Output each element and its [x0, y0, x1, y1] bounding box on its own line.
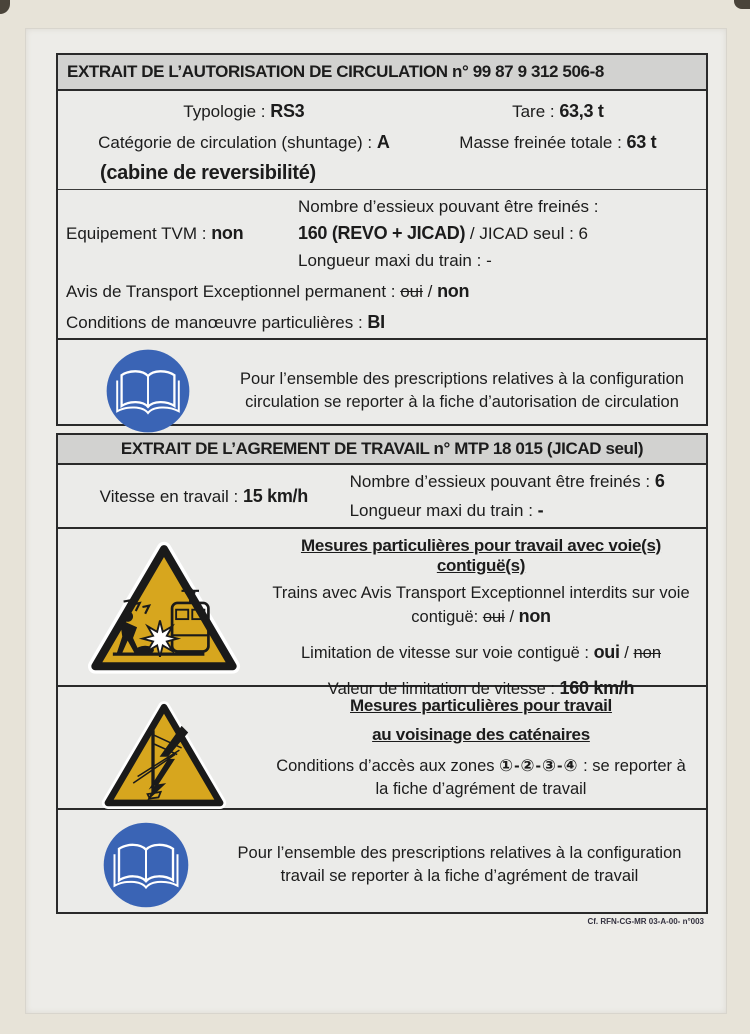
manoeuvre-field — [58, 307, 706, 338]
book-icon-col — [58, 347, 238, 435]
avis-transport-field — [58, 276, 706, 307]
tvm-essieux-area — [58, 190, 706, 276]
masse-freinee-field — [420, 127, 696, 158]
tare-label: Tare : — [512, 102, 555, 121]
manoeuvre-label: Conditions de manœuvre particulières : — [66, 313, 363, 332]
voie-contigue-title: Mesures particulières pour travail avec voie(s) contiguë(s) — [300, 536, 662, 575]
vitesse-field — [58, 465, 350, 527]
agrement-section — [56, 433, 708, 914]
categorie-field — [68, 127, 420, 158]
avis-label: Avis de Transport Exceptionnel permanent : — [66, 282, 396, 301]
placard-sheet — [25, 28, 727, 1014]
worker-near-track-warning-icon — [83, 537, 245, 677]
photo-corner-artifact — [0, 0, 10, 14]
row-typologie-tare — [68, 96, 696, 127]
typologie-field — [68, 96, 420, 127]
row-categorie-masse — [68, 127, 696, 158]
zones-circled-numbers: ①-②-③-④ — [499, 757, 579, 775]
valeur-limitation-label: Valeur de limitation de vitesse : — [327, 680, 555, 698]
agrement-title: EXTRAIT DE L’AGREMENT DE TRAVAIL n° MTP 18 015 (JICAD seul) — [58, 435, 706, 465]
valeur-limitation-value: 160 km/h — [559, 678, 635, 698]
book-icon — [101, 820, 191, 910]
essieux-travail-label: Nombre d’essieux pouvant être freinés : — [349, 472, 651, 491]
essieux-travail-value: 6 — [654, 471, 665, 491]
manoeuvre-value: BI — [367, 312, 385, 332]
vitesse-essieux-row — [58, 465, 706, 527]
document-reference: Cf. RFN-CG-MR 03-A-00- n°003 — [587, 917, 704, 926]
longueur-travail-value: - — [537, 500, 544, 520]
vitesse-label: Vitesse en travail : — [99, 486, 239, 506]
essieux-value-line — [298, 220, 698, 247]
tvm-value: non — [211, 223, 244, 243]
ate-non-value: non — [518, 606, 551, 626]
travail-book-note: Pour l’ensemble des prescriptions relatives à la configuration travail se reporter à la fiche d’agrément de travail — [237, 843, 682, 885]
limitation-non-struck: non — [633, 644, 661, 662]
electric-warning-col — [58, 687, 270, 808]
essieux-value-bold: 160 (REVO + JICAD) — [298, 223, 466, 243]
circulation-book-note: Pour l’ensemble des prescriptions relatives à la configuration circulation se reporter à la fiche d’autorisation de circulation — [240, 369, 684, 411]
longueur-field — [298, 247, 698, 274]
zones-access-line — [270, 755, 692, 801]
limitation-oui-value: oui — [593, 642, 620, 662]
authorization-key-values — [58, 91, 706, 189]
essieux-value-rest: / JICAD seul : 6 — [469, 224, 588, 243]
ate-contigue-label: contiguë: — [411, 608, 479, 626]
masse-freinee-label: Masse freinée totale : — [459, 133, 622, 152]
longueur-travail-label: Longueur maxi du train : — [349, 501, 533, 520]
ate-interdits-line2 — [270, 605, 692, 629]
book-icon-col — [58, 820, 233, 910]
longueur-value: - — [486, 251, 492, 270]
catenaires-title-line2: au voisinage des caténaires — [372, 725, 590, 744]
categorie-label: Catégorie de circulation (shuntage) : — [98, 133, 373, 152]
tvm-label: Equipement TVM : — [66, 224, 207, 243]
longueur-label: Longueur maxi du train : — [298, 251, 482, 270]
tvm-field — [66, 193, 298, 274]
catenaires-section — [58, 685, 706, 808]
tare-value: 63,3 t — [559, 101, 604, 121]
avis-separator: / — [427, 282, 433, 301]
essieux-label: Nombre d’essieux pouvant être freinés : — [298, 197, 599, 216]
vitesse-value: 15 km/h — [242, 485, 308, 506]
cabine-reversibilite-note: (cabine de reversibilité) — [100, 162, 316, 184]
authorization-title: EXTRAIT DE L’AUTORISATION DE CIRCULATION n° 99 87 9 312 506-8 — [58, 55, 706, 91]
ate-oui-struck: oui — [482, 608, 505, 626]
voie-contigue-section — [58, 527, 706, 698]
avis-oui-struck: oui — [400, 282, 423, 301]
worker-warning-col — [58, 529, 270, 685]
photo-corner-artifact — [734, 0, 750, 9]
limitation-label: Limitation de vitesse sur voie contiguë : — [301, 644, 589, 662]
authorization-section — [56, 53, 708, 426]
travail-book-note-row — [58, 808, 706, 919]
zones-prefix: Conditions d’accès aux zones — [276, 757, 495, 775]
limitation-line — [270, 641, 692, 665]
voie-contigue-content — [270, 529, 706, 698]
ate-separator: / — [509, 608, 515, 626]
book-icon — [104, 347, 192, 435]
avis-non-value: non — [437, 281, 470, 301]
catenaires-content — [270, 687, 706, 808]
catenary-electric-hazard-icon — [98, 697, 230, 812]
catenaires-title-line1: Mesures particulières pour travail — [350, 696, 612, 715]
tare-field — [420, 96, 696, 127]
essieux-travail-field — [350, 465, 706, 527]
circulation-book-note-row — [58, 338, 706, 441]
ate-interdits-line1: Trains avec Avis Transport Exceptionnel interdits sur voie — [272, 584, 690, 602]
zones-suffix: : se reporter à la fiche d’agrément de travail — [375, 757, 686, 798]
limitation-separator: / — [624, 644, 629, 662]
typologie-label: Typologie : — [183, 102, 266, 121]
categorie-value: A — [376, 132, 390, 152]
masse-freinee-value: 63 t — [626, 132, 657, 152]
essieux-field — [298, 193, 698, 274]
typologie-value: RS3 — [270, 101, 305, 121]
